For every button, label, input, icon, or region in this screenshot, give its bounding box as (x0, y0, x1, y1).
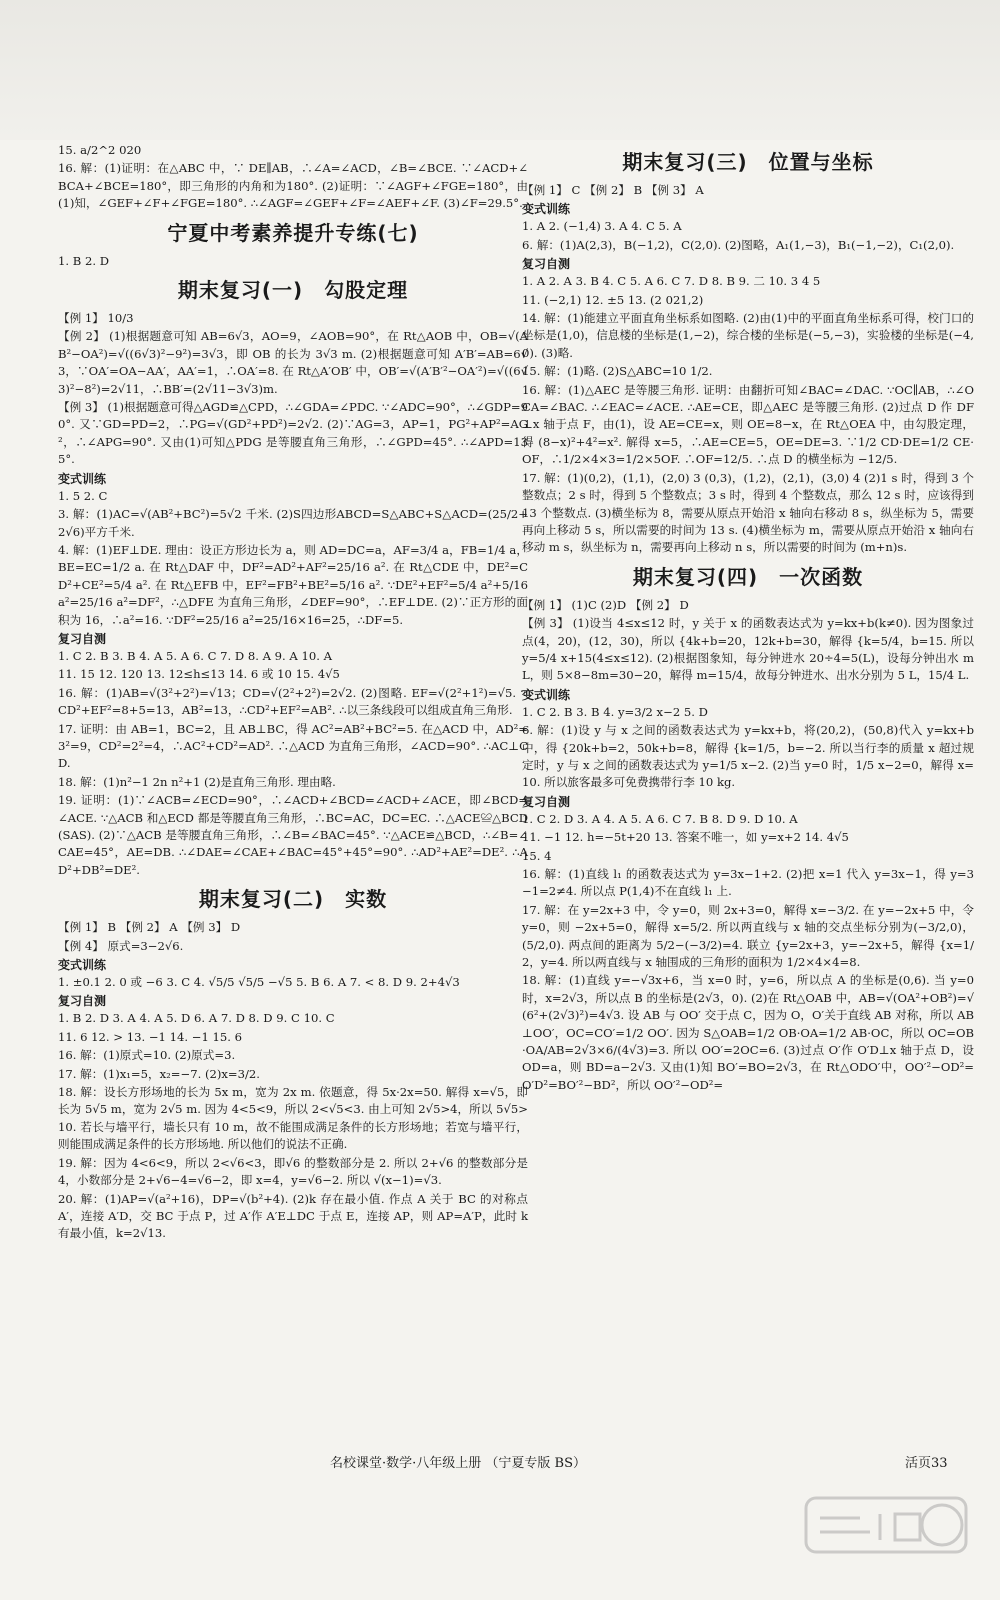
answer-paragraph: 1. C 2. D 3. A 4. A 5. A 6. C 7. B 8. D 9. D 10. A (522, 811, 798, 826)
answer-paragraph: 20. 解：(1)AP=√(a²+16)，DP=√(b²+4). (2)k 存在最小值. 作点 A 关于 BC 的对称点 A′，连接 A′D，交 BC 于点 P，过 A′作 A′E⊥DC 于点 E，连接 AP，则 AP=A′P，此时 k 有最小值，k=2√13. (58, 1191, 528, 1241)
subsection-heading: 变式训练 (58, 471, 107, 486)
answer-paragraph: 19. 证明：(1)∵∠ACB=∠ECD=90°，∴∠ACD+∠BCD=∠ACD+∠ACE，即∠BCD=∠ACE. ∵△ACB 和△ECD 都是等腰直角三角形，∴BC=AC，DC=EC. ∴△ACE≌△BCD(SAS). (2)∵△ACB 是等腰直角三角形，∴∠B=∠BAC=45°. ∵△ACE≌△BCD，∴∠B=∠CAE=45°，AE=DB. ∴∠DAE=∠CAE+∠BAC=45°+45°=90°. ∴AD²+AE²=DE². ∴AD²+DB²=DE². (58, 793, 528, 877)
answer-paragraph: 11. 15 12. 120 13. 12≤h≤13 14. 6 或 10 15. 4√5 (58, 667, 340, 682)
answer-paragraph: 18. 解：设长方形场地的长为 5x m，宽为 2x m. 依题意，得 5x·2x=50. 解得 x=√5，即长为 5√5 m，宽为 2√5 m. 因为 4<5<9，所以 2<√5<3. 由上可知 2√5>4，所以 5√5>10. 若长与墙平行，墙长只有 10 m，故不能围成满足条件的长方形场地；若宽与墙平行，则能围成满足条件的长方形场地. 所以他们的说法不正确. (58, 1085, 528, 1152)
subsection-heading: 变式训练 (522, 687, 571, 702)
subsection-heading: 变式训练 (58, 958, 107, 973)
answer-paragraph: 6. 解：(1)A(2,3)，B(−1,2)，C(2,0). (2)图略，A₁(1,−3)，B₁(−1,−2)，C₁(2,0). (522, 237, 955, 252)
subsection-heading: 复习自测 (58, 631, 107, 646)
answer-paragraph: 15. 解：(1)略. (2)S△ABC=10 1/2. (522, 364, 713, 379)
subsection-heading: 复习自测 (522, 257, 571, 272)
answer-paragraph: 17. 解：(1)(0,2)，(1,1)，(2,0) 3 (0,3)，(1,2)，(2,1)，(3,0) 4 (2)1 s 时，得到 3 个整数点；2 s 时，得到 5 个整数点；3 s 时，得到 4 个整数点，那么 12 s 时，应该得到 13 个整数点. (3)横坐标为 8，需要从原点开始沿 x 轴向右移动 8 s，纵坐标为 5，需要再向上移动 5 s，所以需要的时间为 13 s. (4)横坐标为 m，需要从原点开始沿 x 轴向右移动 m s，纵坐标为 n，需要再向上移动 n s，所以需要的时间为 (m+n)s. (522, 470, 974, 555)
answer-paragraph: 【例 1】 B 【例 2】 A 【例 3】 D (58, 920, 241, 935)
section-heading: 期末复习(一) 勾股定理 (177, 278, 409, 303)
answer-paragraph: 【例 1】 10/3 (58, 311, 134, 326)
answer-paragraph: 17. 证明：由 AB=1，BC=2，且 AB⊥BC，得 AC²=AB²+BC²=5. 在△ACD 中，AD²=3²=9，CD²=2²=4，∴AC²+CD²=AD². ∴△ACD 为直角三角形，∠ACD=90°. ∴AC⊥CD. (58, 721, 528, 771)
section-heading: 宁夏中考素养提升专练(七) (167, 220, 419, 245)
answer-paragraph: 17. 解：在 y=2x+3 中，令 y=0，则 2x+3=0，解得 x=−3/2. 在 y=−2x+5 中，令 y=0，则 −2x+5=0，解得 x=5/2. 所以两直线与 x 轴的交点坐标分别为(−3/2,0)，(5/2,0). 两点间的距离为 5/2−(−3/2)=4. 联立 {y=2x+3，y=−2x+5，解得 {x=1/2，y=4. 所以两直线与 x 轴围成的三角形的面积为 1/2×4×4=8. (522, 902, 974, 970)
answer-paragraph: 1. B 2. D 3. A 4. A 5. D 6. A 7. D 8. D 9. C 10. C (58, 1011, 335, 1026)
section-heading: 期末复习(三) 位置与坐标 (622, 150, 874, 174)
answer-paragraph: 1. A 2. (−1,4) 3. A 4. C 5. A (522, 219, 682, 234)
answer-paragraph: 17. 解：(1)x₁=5，x₂=−7. (2)x=3/2. (58, 1066, 260, 1081)
answer-paragraph: 15. 4 (522, 848, 552, 863)
answer-paragraph: 18. 解：(1)直线 y=−√3x+6，当 x=0 时，y=6，所以点 A 的坐标是(0,6). 当 y=0 时，x=2√3，所以点 B 的坐标是(2√3，0). (2)在 Rt△OAB 中，AB=√(OA²+OB²)=√(6²+(2√3)²)=4√3. 设 AB 与 OO′ 交于点 C，因为 O，O′关于直线 AB 对称，所以 AB⊥OO′，OC=CO′=1/2 OO′. 因为 S△OAB=1/2 OB·OA=1/2 AB·OC，所以 OC=OB·OA/AB=2√3×6/(4√3)=3. 所以 OO′=2OC=6. (3)过点 O′作 O′D⊥x 轴于点 D，设 OD=a，则 BD=a−2√3. 又由(1)知 BO′=BO=2√3，在 Rt△ODO′中，OO′²−OD²=O′D²=BO′²−BD²，所以 OO′²−OD²= (522, 973, 974, 1092)
subsection-heading: 复习自测 (522, 794, 571, 809)
answer-paragraph: 1. C 2. B 3. B 4. y=3/2 x−2 5. D (522, 704, 708, 719)
answer-paragraph: 14. 解：(1)能建立平面直角坐标系如图略. (2)由(1)中的平面直角坐标系可得，校门口的坐标是(1,0)，信息楼的坐标是(1,−2)，综合楼的坐标是(−5,−3)，实验楼的坐标是(−4,0). (3)略. (522, 311, 974, 360)
answer-paragraph: 11. −1 12. h=−5t+20 13. 答案不唯一，如 y=x+2 14. 4√5 (522, 830, 849, 845)
answer-paragraph: 3. 解：(1)AC=√(AB²+BC²)=5√2 千米. (2)S四边形ABCD=S△ABC+S△ACD=(25/2+2√6)平方千米. (58, 507, 528, 539)
answer-paragraph: 15. a/2^2 020 (58, 143, 142, 157)
answer-paragraph: 19. 解：因为 4<6<9，所以 2<√6<3，即√6 的整数部分是 2. 所以 2+√6 的整数部分是 4，小数部分是 2+√6−4=√6−2，即 x=4，y=√6−2. 所以 √(x−1)=√3. (58, 1155, 528, 1188)
left-column (58, 142, 528, 1244)
answer-paragraph: 6. 解：(1)设 y 与 x 之间的函数表达式为 y=kx+b，将(20,2)，(50,8)代入 y=kx+b 中，得 {20k+b=2，50k+b=8，解得 {k=1/5，b=−2. 所以当行李的质量 x 超过规定时，y 与 x 之间的函数表达式为 y=1/5 x−2. (2)当 y=0 时，1/5 x−2=0，解得 x=10. 所以旅客最多可免费携带行李 10 kg. (522, 723, 974, 790)
answer-paragraph: 18. 解：(1)n²−1 2n n²+1 (2)是直角三角形. 理由略. (58, 774, 336, 789)
answer-paragraph: 1. C 2. B 3. B 4. A 5. A 6. C 7. D 8. A 9. A 10. A (58, 648, 332, 663)
answer-paragraph: 【例 1】 (1)C (2)D 【例 2】 D (522, 597, 689, 612)
answer-paragraph: 【例 3】 (1)设当 4≤x≤12 时，y 关于 x 的函数表达式为 y=kx+b(k≠0). 因为图象过点(4，20)，(12，30)，所以 {4k+b=20，12k+b=30，解得 {k=5/4，b=15. 所以 y=5/4 x+15(4≤x≤12). (2)根据图象知，每分钟进水 20÷4=5(L)，设每分钟出水 m L，则 5×8−8m=30−20，解得 m=15/4，故每分钟进水、出水分别为 5 L，15/4 L. (522, 616, 974, 683)
answer-paragraph: 16. 解：(1)原式=10. (2)原式=3. (58, 1048, 236, 1063)
right-column (522, 142, 974, 1095)
footer-page-number: 活页33 (905, 1456, 948, 1471)
answer-paragraph: 16. 解：(1)直线 l₁ 的函数表达式为 y=3x−1+2. (2)把 x=1 代入 y=3x−1，得 y=3−1=2≠4. 所以点 P(1,4)不在直线 l₁ 上. (522, 867, 974, 899)
answer-paragraph: 16. 解：(1)AB=√(3²+2²)=√13；CD=√(2²+2²)=2√2. (2)图略. EF=√(2²+1²)=√5. ∵CD²+EF²=8+5=13，AB²=13，∴CD²+EF²=AB². ∴以三条线段可以组成直角三角形. (58, 685, 528, 718)
section-heading: 期末复习(四) 一次函数 (632, 564, 864, 589)
answer-paragraph: 【例 1】 C 【例 2】 B 【例 3】 A (522, 183, 704, 197)
answer-paragraph: 16. 解：(1)△AEC 是等腰三角形. 证明：由翻折可知∠BAC=∠DAC. ∵OC∥AB，∴∠OCA=∠BAC. ∴∠EAC=∠ACE. ∴AE=CE，即△AEC 是等腰三角形. (2)过点 D 作 DF⊥x 轴于点 F，由(1)，设 AE=CE=x，则 OE=8−x，在 Rt△OEA 中，由勾股定理，得 (8−x)²+4²=x². 解得 x=5，∴AE=CE=5，OE=DE=3. ∵1/2 CD·DE=1/2 CE·OF，∴1/2×4×3=1/2×5OF. ∴OF=12/5. ∴点 D 的横坐标为 −12/5. (522, 382, 974, 467)
answer-paragraph: 【例 2】 (1)根据题意可知 AB=6√3，AO=9，∠AOB=90°，在 Rt△AOB 中，OB=√(AB²−OA²)=√((6√3)²−9²)=3√3，即 OB 的长为 3√3 m. (2)根据题意可知 A′B′=AB=6√3，∵OA′=OA−AA′，AA′=1，∴OA′=8. 在 Rt△A′OB′ 中，OB′=√(A′B′²−OA′²)=√((6√3)²−8²)=2√11，∴BB′=(2√11−3√3)m. (58, 329, 528, 396)
subsection-heading: 变式训练 (522, 202, 571, 217)
answer-paragraph: 1. B 2. D (58, 253, 109, 268)
scan-top-band (0, 0, 1000, 140)
answer-paragraph: 4. 解：(1)EF⊥DE. 理由：设正方形边长为 a，则 AD=DC=a，AF=3/4 a，FB=1/4 a，BE=EC=1/2 a. 在 Rt△DAF 中，DF²=AD²+AF²=25/16 a². 在 Rt△CDE 中，DE²=CD²+CE²=5/4 a². 在 Rt△EFB 中，EF²=FB²+BE²=5/16 a². ∵DE²+EF²=5/4 a²+5/16 a²=25/16 a²=DF²，∴△DFE 为直角三角形，∠DEF=90°，∴EF⊥DE. (2)∵正方形的面积为 16，∴a²=16. ∵DF²=25/16 a²=25/16×16=25，∴DF=5. (58, 542, 528, 627)
answer-paragraph: 1. A 2. A 3. B 4. C 5. A 6. C 7. D 8. B 9. 二 10. 3 4 5 (522, 274, 821, 289)
footer-book-title: 名校课堂·数学·八年级上册 （宁夏专版 BS） (330, 1456, 586, 1471)
answer-paragraph: 1. ±0.1 2. 0 或 −6 3. C 4. √5/5 √5/5 −√5 5. B 6. A 7. < 8. D 9. 2+4√3 (58, 975, 460, 990)
answer-paragraph: 1. 5 2. C (58, 488, 108, 503)
answer-paragraph: 11. (−2,1) 12. ±5 13. (2 021,2) (522, 292, 704, 307)
subsection-heading: 复习自测 (58, 994, 107, 1009)
section-heading: 期末复习(二) 实数 (198, 887, 388, 912)
answer-paragraph: 【例 4】 原式=3−2√6. (58, 938, 184, 953)
watermark-logo-icon (800, 1488, 975, 1576)
answer-paragraph: 【例 3】 (1)根据题意可得△AGD≌△CPD，∴∠GDA=∠PDC. ∵∠ADC=90°，∴∠GDP=90°. 又∵GD=PD=2，∴PG=√(GD²+PD²)=2√2. (2)∵AG=3，AP=1，PG²+AP²=AG²，∴∠APG=90°. 又由(1)可知△PDG 是等腰直角三角形，∴∠GPD=45°. ∴∠APD=135°. (58, 400, 528, 467)
answer-paragraph: 16. 解：(1)证明：在△ABC 中，∵ DE∥AB，∴∠A=∠ACD，∠B=∠BCE. ∵∠ACD+∠BCA+∠BCE=180°，即三角形的内角和为180°. (2)证明：∵∠AGF+∠FGE=180°，由(1)知，∠GEF+∠F+∠FGE=180°. ∴∠AGF=∠GEF+∠F=∠AEF+∠F. (3)∠F=29.5°. (58, 161, 528, 211)
answer-paragraph: 11. 6 12. > 13. −1 14. −1 15. 6 (58, 1029, 243, 1044)
